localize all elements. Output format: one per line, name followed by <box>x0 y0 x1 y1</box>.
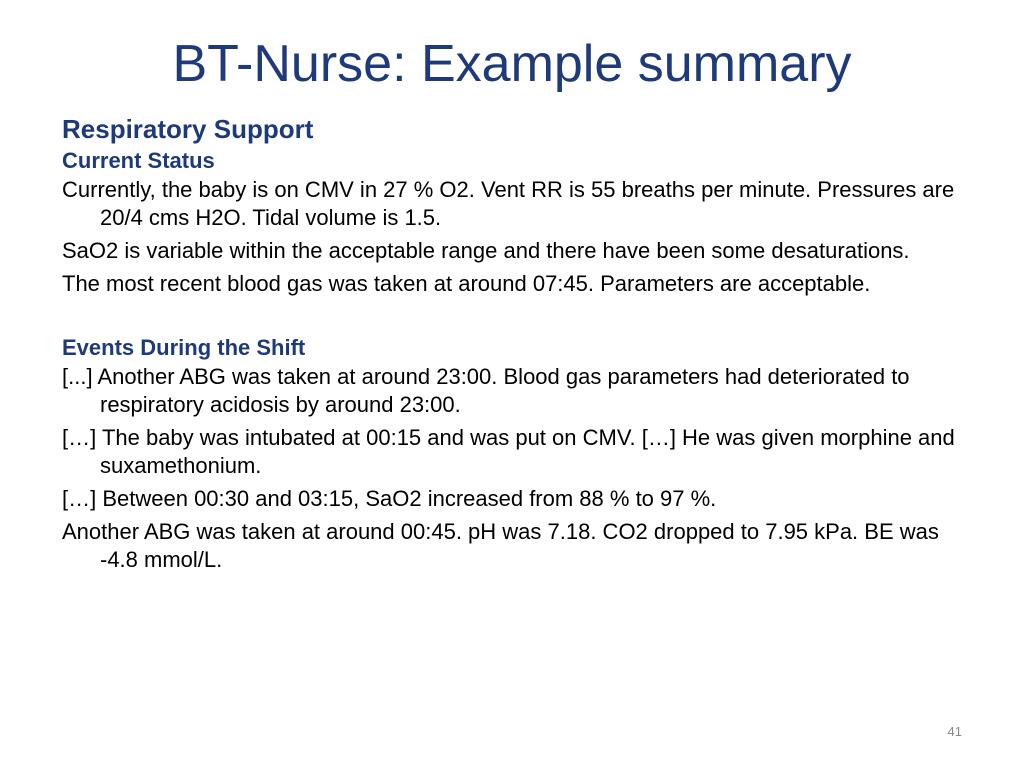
slide-title: BT-Nurse: Example summary <box>172 35 852 93</box>
event-paragraph: [...] Another ABG was taken at around 23:00. Blood gas parameters had deteriorated to respiratory acidosis by around 23:00. <box>62 364 910 417</box>
section-heading-respiratory-support: Respiratory Support <box>62 114 314 144</box>
current-status-paragraph: Currently, the baby is on CMV in 27 % O2. Vent RR is 55 breaths per minute. Pressures are 20/4 cms H2O. Tidal volume is 1.5. <box>62 177 955 230</box>
event-paragraph: […] Between 00:30 and 03:15, SaO2 increased from 88 % to 97 %. <box>62 486 717 511</box>
sub-heading-events-during-shift: Events During the Shift <box>62 335 306 360</box>
event-paragraph: Another ABG was taken at around 00:45. pH was 7.18. CO2 dropped to 7.95 kPa. BE was -4.8 mmol/L. <box>62 519 939 572</box>
slide-page-number: 41 <box>947 724 962 739</box>
current-status-paragraph: SaO2 is variable within the acceptable range and there have been some desaturations. <box>62 238 910 263</box>
section-spacer <box>62 303 962 333</box>
event-paragraph: […] The baby was intubated at 00:15 and was put on CMV. […] He was given morphine and suxamethonium. <box>62 425 955 478</box>
sub-heading-current-status: Current Status <box>62 148 215 173</box>
slide-content <box>62 112 962 579</box>
current-status-paragraph: The most recent blood gas was taken at around 07:45. Parameters are acceptable. <box>62 271 871 296</box>
